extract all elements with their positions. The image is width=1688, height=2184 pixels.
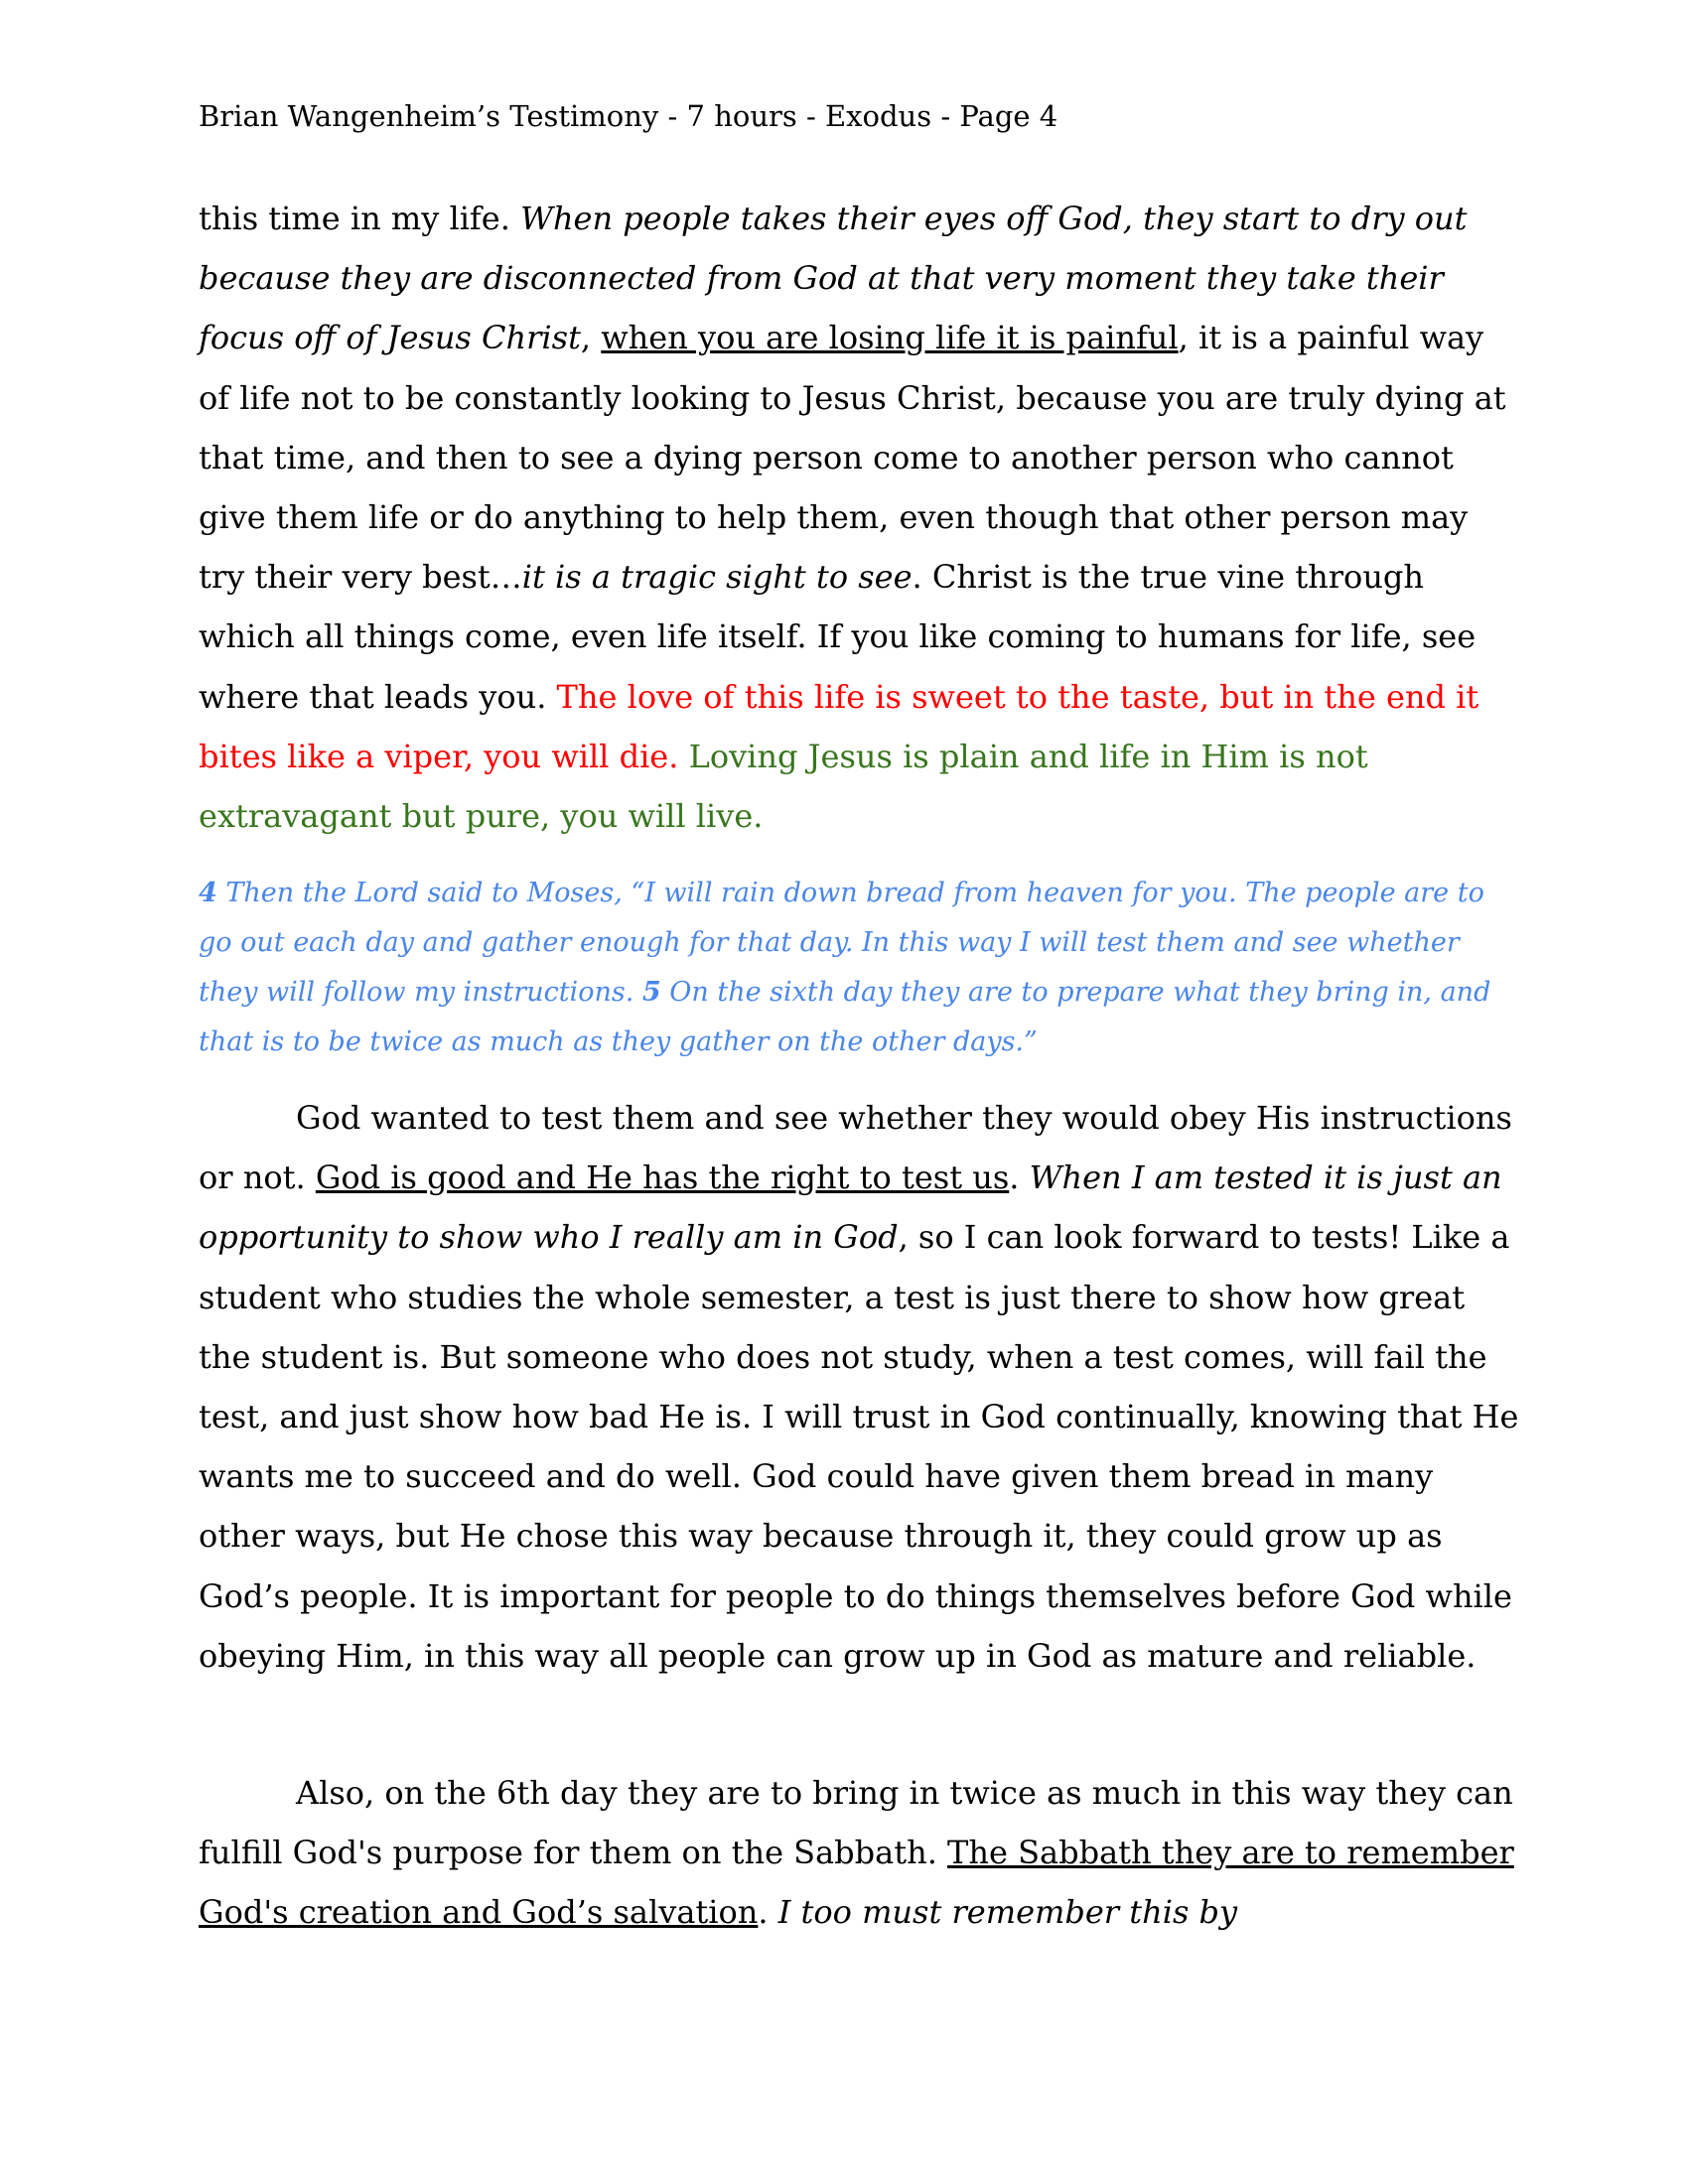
p4-text: . [758, 1893, 778, 1932]
p3-underlined-text: God is good and He has the right to test us [315, 1159, 1010, 1197]
p4-underlined-text: The Sabbath they are to remember God's creation and God’s salvation [199, 1834, 1514, 1932]
paragraph-3 [199, 1763, 1519, 1943]
p1-text: this time in my life. [199, 200, 521, 237]
p1-red-text: The love of this life is sweet to the taste, but in the end it bites like a viper, you will die. [199, 677, 1479, 775]
verse-number: 4 [199, 878, 217, 908]
p1-italic-text: it is a tragic sight to see [521, 558, 913, 597]
verse-text: On the sixth day they are to prepare what they bring in, and that is to be twice as much as they gather on the other days.” [199, 977, 1491, 1057]
p1-italic-text: When people takes their eyes off God, they start to dry out because they are disconnected from God at that very moment they take their focus off of Jesus Christ [199, 200, 1468, 357]
p1-green-text: Loving Jesus is plain and life in Him is not extravagant but pure, you will live. [199, 737, 1368, 836]
verse-text: Then the Lord said to Moses, “I will rain down bread from heaven for you. The people are to go out each day and gather enough for that day. In this way I will test them and see whether they will follow my instructions. [199, 878, 1484, 1008]
p4-italic-text: I too must remember this by [777, 1893, 1238, 1932]
p1-underlined-text: when you are losing life it is painful [601, 319, 1179, 357]
p1-text: , [580, 319, 602, 357]
verse-number: 5 [641, 977, 661, 1008]
paragraph-2 [199, 1088, 1519, 1686]
p4-text: Also, on the 6th day they are to bring in twice as much in this way they can fulfill God's purpose for them on the Sabbath. [199, 1774, 1513, 1872]
p3-text: . [1009, 1159, 1030, 1197]
page-header: Brian Wangenheim’s Testimony - 7 hours - Exodus - Page 4 [199, 99, 1058, 133]
p3-text: God wanted to test them and see whether they would obey His instructions or not. [199, 1099, 1512, 1197]
paragraph-1 [199, 189, 1519, 846]
p3-text: , so I can look forward to tests! Like a student who studies the whole semester, a test is just there to show how great the student is. But someone who does not study, when a test comes, will fail the test, and just show how bad He is. I will trust in God continually, knowing that He wants me to succeed and do well. God could have given them bread in many other ways, but He chose this way because through it, they could grow up as God’s people. It is important for people to do things themselves before God while obeying Him, in this way all people can grow up in God as mature and reliable. [199, 1218, 1519, 1675]
p1-text: , it is a painful way of life not to be constantly looking to Jesus Christ, because you are truly dying at that time, and then to see a dying person come to another person who cannot give them life or do anything to help them, even though that other person may try their very best… [199, 319, 1506, 597]
p1-text: . Christ is the true vine through which all things come, even life itself. If you like coming to humans for life, see where that leads you. [199, 558, 1477, 716]
p3-italic-text: When I am tested it is just an opportunity to show who I really am in God [199, 1159, 1502, 1257]
scripture-quote [199, 869, 1519, 1067]
